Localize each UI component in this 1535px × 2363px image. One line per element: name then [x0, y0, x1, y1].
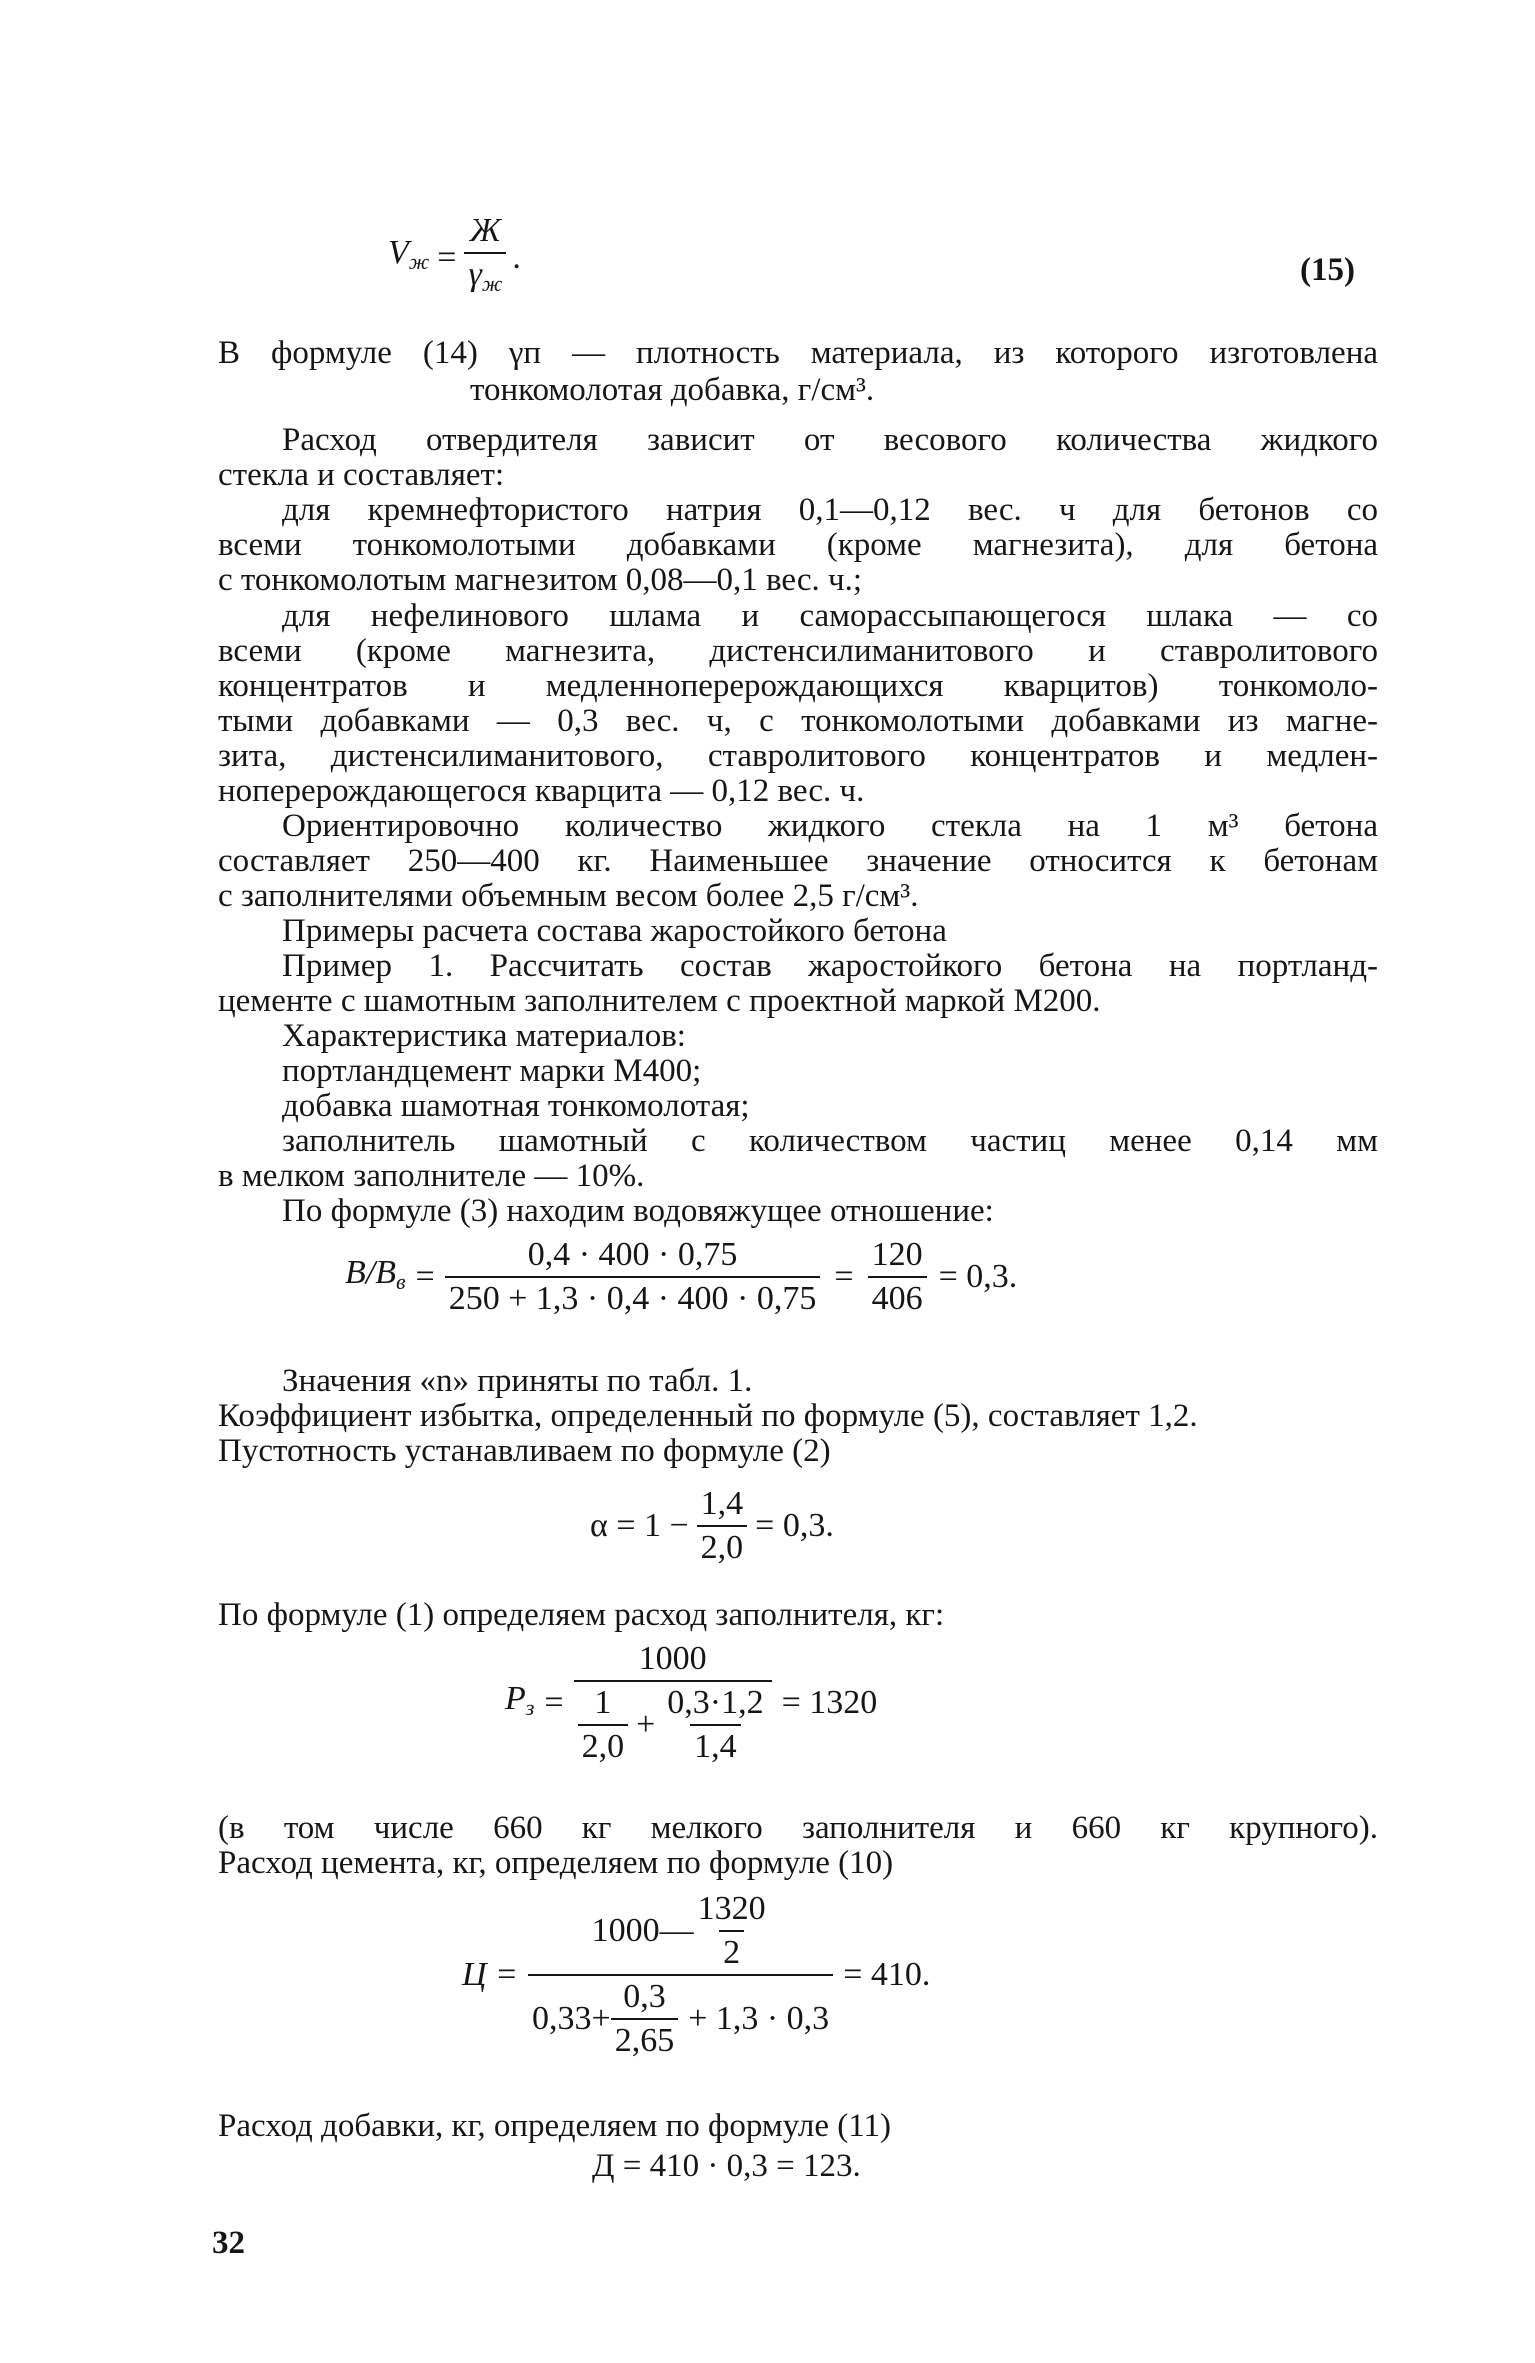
paragraph-line: в мелком заполнителе — 10%.	[218, 1158, 645, 1194]
materials-title: Характеристика материалов:	[282, 1018, 686, 1054]
paragraph-line: Пустотность устанавливаем по формуле (2)	[218, 1433, 831, 1469]
formula-legend-line: тонкомолотая добавка, г/см³.	[470, 372, 875, 408]
formula-voidness: α = 1 − $\frac{1,4}{2,0}$ = 0,3.	[590, 1485, 834, 1566]
paragraph-line: с заполнителями объемным весом более 2,5 г/см³.	[218, 878, 919, 914]
formula-fraction: $\frac{1,4}{2,0}$	[697, 1485, 748, 1567]
paragraph-line: ноперерождающегося кварцита — 0,12 вес. ч.	[218, 773, 865, 809]
page-number: 32	[212, 2225, 245, 2261]
paragraph-line: (в том числе 660 кг мелкого заполнителя и 660 кг крупного).	[218, 1810, 1378, 1846]
formula-fraction: $\frac{0,4 \cdot 400 \cdot 0,75}{250 + 1,3 \cdot 0,4 \cdot 400 \cdot 0,75}$	[445, 1236, 821, 1318]
paragraph-line: всеми (кроме магнезита, дистенсилиманитового и ставролитового	[218, 633, 1378, 669]
paragraph-line: концентратов и медленноперерождающихся кварцитов) тонкомоло-	[218, 668, 1378, 704]
formula-fraction: $\frac{120}{406}$	[868, 1236, 927, 1318]
formula-legend-line: В формуле (14) γп — плотность материала, из которого изготовлена	[218, 335, 1378, 371]
formula-water-binder: $В/В_в$ = $\frac{0,4 \cdot 400 \cdot 0,75}{250 + 1,3 \cdot 0,4 \cdot 400 \cdot 0,75}$ = $\frac{120}{406}$ = 0,3.	[345, 1236, 1018, 1317]
paragraph-line: По формуле (3) находим водовяжущее отношение:	[282, 1193, 994, 1229]
materials-item: портландцемент марки М400;	[282, 1053, 702, 1089]
formula-lhs: $В/В_в$	[345, 1253, 406, 1294]
paragraph-line: заполнитель шамотный с количеством частиц менее 0,14 мм	[282, 1123, 1378, 1159]
paragraph-line: для кремнефтористого натрия 0,1—0,12 вес. ч для бетонов со	[282, 492, 1378, 528]
paragraph-line: для нефелинового шлама и саморассыпающегося шлака — со	[282, 598, 1378, 634]
paragraph-line: с тонкомолотым магнезитом 0,08—0,1 вес. ч.;	[218, 562, 862, 598]
formula-number: (15)	[1300, 252, 1355, 288]
formula-fraction: $\frac{Ж}{\gamma_ж}$	[464, 212, 506, 303]
formula-additive: Д = 410 · 0,3 = 123.	[592, 2148, 861, 2184]
formula-fraction: 1000— $\frac{1320}{2}$ 0,33+ $\frac{0,3}{2,65}$ + 1,3 · 0,3	[528, 1890, 833, 2060]
paragraph-line: всеми тонкомолотыми добавками (кроме магнезита), для бетона	[218, 527, 1378, 563]
formula-cement: Ц = 1000— $\frac{1320}{2}$ 0,33+ $\frac{0,3}{2,65}$ + 1,3 · 0,3 = 410.	[462, 1890, 931, 2059]
paragraph-line: Пример 1. Рассчитать состав жаростойкого бетона на портланд-	[282, 948, 1378, 984]
paragraph-line: цементе с шамотным заполнителем с проектной маркой М200.	[218, 983, 1101, 1019]
paragraph-line: Ориентировочно количество жидкого стекла на 1 м³ бетона	[282, 808, 1378, 844]
paragraph-line: По формуле (1) определяем расход заполнителя, кг:	[218, 1597, 945, 1633]
formula-15: $V_ж$ = $\frac{Ж}{\gamma_ж}$ .	[388, 212, 521, 303]
paragraph-line: Значения «n» приняты по табл. 1.	[282, 1363, 753, 1399]
formula-lhs: $V_ж$	[388, 234, 430, 274]
paragraph-line: Расход цемента, кг, определяем по формуле (10)	[218, 1845, 894, 1881]
paragraph-line: стекла и составляет:	[218, 457, 505, 493]
paragraph-line: тыми добавками — 0,3 вес. ч, с тонкомолотыми добавками из магне-	[218, 703, 1378, 739]
materials-item: добавка шамотная тонкомолотая;	[282, 1088, 750, 1124]
section-heading: Примеры расчета состава жаростойкого бетона	[282, 913, 947, 949]
paragraph-line: Расход отвердителя зависит от весового количества жидкого	[282, 422, 1378, 458]
paragraph-line: Коэффициент избытка, определенный по формуле (5), составляет 1,2.	[218, 1398, 1198, 1434]
formula-filler: $P_з$ = 1000 $\frac{1}{2,0}$ + $\frac{0,3\cdot 1,2}{1,4}$ = 1320	[505, 1640, 878, 1765]
paragraph-line: Расход добавки, кг, определяем по формуле (11)	[218, 2108, 891, 2144]
paragraph-line: зита, дистенсилиманитового, ставролитового концентратов и медлен-	[218, 738, 1378, 774]
formula-fraction: 1000 $\frac{1}{2,0}$ + $\frac{0,3\cdot 1,2}{1,4}$	[574, 1640, 772, 1766]
paragraph-line: составляет 250—400 кг. Наименьшее значение относится к бетонам	[218, 843, 1378, 879]
